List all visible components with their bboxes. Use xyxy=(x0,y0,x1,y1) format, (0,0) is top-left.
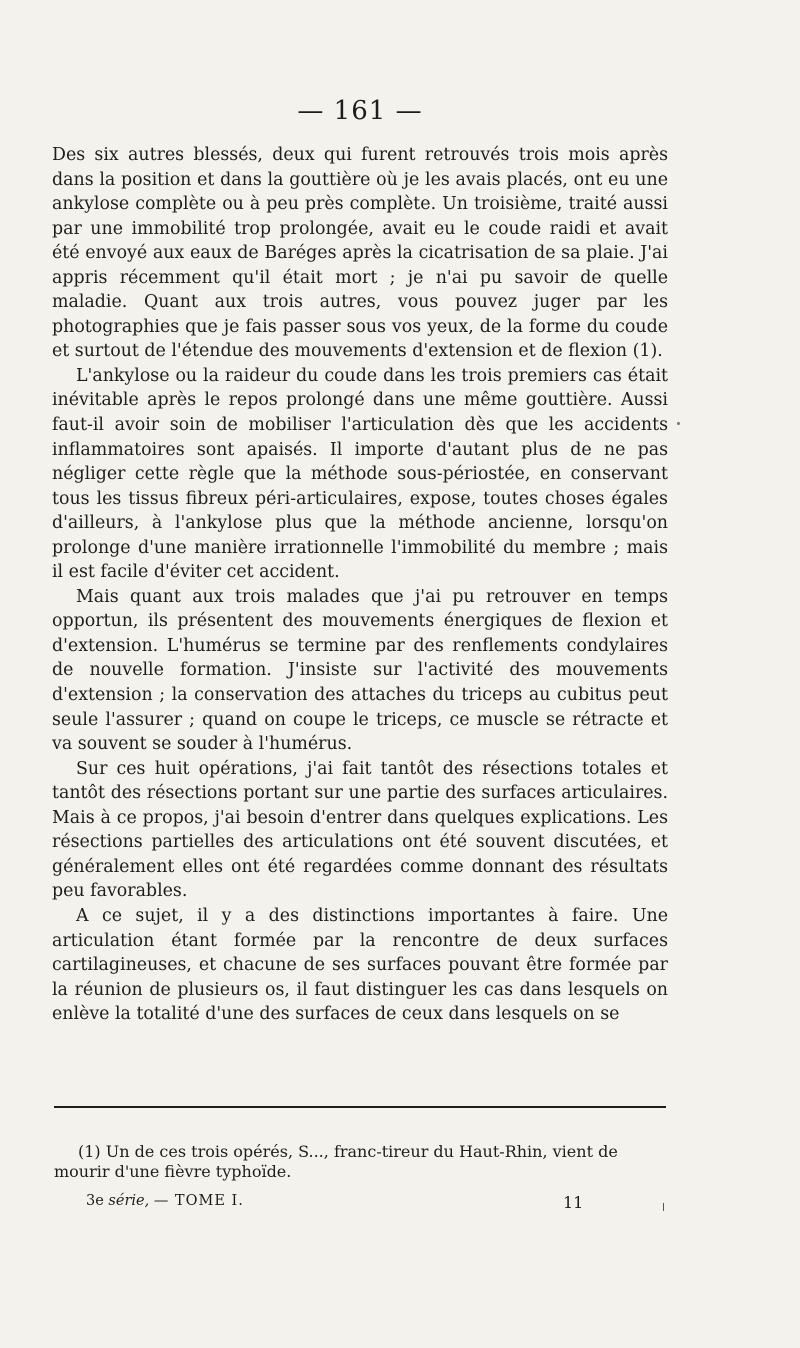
sheet-number: 11 xyxy=(563,1193,584,1212)
series-word: série, xyxy=(108,1193,150,1209)
series-number: 3e xyxy=(86,1193,104,1209)
margin-mark xyxy=(663,1203,664,1211)
footnote xyxy=(54,1142,666,1182)
footnote-line-1: (1) Un de ces trois opérés, S..., franc-tireur du Haut-Rhin, vient de xyxy=(78,1142,618,1161)
main-text xyxy=(52,143,668,1027)
paragraph-2: L'ankylose ou la raideur du coude dans les trois premiers cas était inévitable après le repos prolongé dans une même gouttière. Aussi faut-il avoir soin de mobiliser l'articulation dès que les accidents inflammatoires sont apaisés. Il importe d'autant plus de ne pas négliger cette règle que la méthode sous-périostée, en conservant tous les tissus fibreux péri-articulaires, expose, toutes choses égales d'ailleurs, à l'ankylose plus que la méthode ancienne, lorsqu'on prolonge d'une manière irrationnelle l'immobilité du membre ; mais il est facile d'éviter cet accident. xyxy=(52,365,668,583)
tome-label: — TOME I. xyxy=(153,1193,244,1209)
series-label xyxy=(86,1193,244,1209)
paragraph-1: Des six autres blessés, deux qui furent retrouvés trois mois après dans la position et dans la gouttière où je les avais placés, ont eu une ankylose complète ou à peu près complète. Un troisième, traité aussi par une immobilité trop prolongée, avait eu le coude raidi et avait été envoyé aux eaux de Baréges après la cicatrisation de sa plaie. J'ai appris récemment qu'il était mort ; je n'ai pu savoir de quelle maladie. Quant aux trois autres, vous pouvez juger par les photographies que je fais passer sous vos yeux, de la forme du coude et surtout de l'étendue des mouvements d'extension et de flexion (1). xyxy=(52,145,668,362)
paragraph-4: Sur ces huit opérations, j'ai fait tantôt des résections totales et tantôt des résections portant sur une partie des surfaces articulaires. Mais à ce propos, j'ai besoin d'entrer dans quelques explications. Les résections partielles des articulations ont été souvent discutées, et généralement elles ont été regardées comme donnant des résultats peu favorables. xyxy=(52,758,668,902)
paper-speck xyxy=(677,422,680,425)
paragraph-5: A ce sujet, il y a des distinctions importantes à faire. Une articulation étant formée par la rencontre de deux surfaces cartilagineuses, et chacune de ses surfaces pouvant être formée par la réunion de plusieurs os, il faut distinguer les cas dans lesquels on enlève la totalité d'une des surfaces de ceux dans lesquels on se xyxy=(52,905,668,1025)
footnote-line-2: mourir d'une fièvre typhoïde. xyxy=(54,1162,292,1181)
footnote-separator xyxy=(54,1106,666,1108)
paragraph-3: Mais quant aux trois malades que j'ai pu retrouver en temps opportun, ils présentent des mouvements énergiques de flexion et d'extension. L'humérus se termine par des renflements condylaires de nouvelle formation. J'insiste sur l'activité des mouvements d'extension ; la conservation des attaches du triceps au cubitus peut seule l'assurer ; quand on coupe le triceps, ce muscle se rétracte et va souvent se souder à l'humérus. xyxy=(52,586,668,755)
page-number: — 161 — xyxy=(297,96,423,126)
